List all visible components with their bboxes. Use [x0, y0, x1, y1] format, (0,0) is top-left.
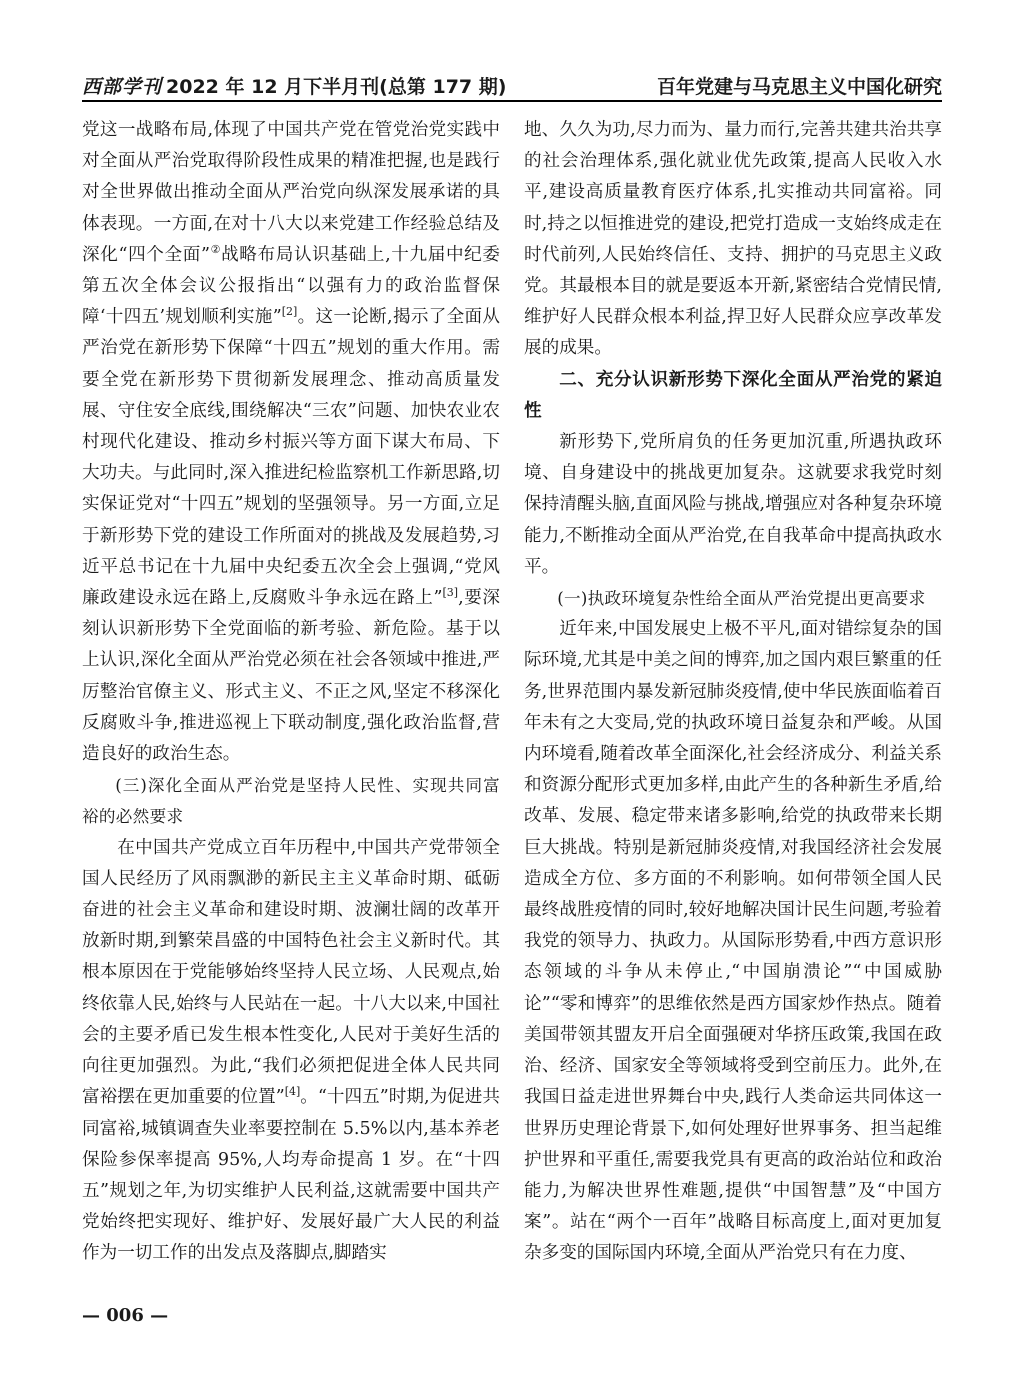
right-column — [524, 115, 942, 1270]
citation-marker: [3] — [442, 586, 459, 600]
column-title: 百年党建与马克思主义中国化研究 — [656, 76, 942, 98]
paragraph: 地、久久为功,尽力而为、量力而行,完善共建共治共享的社会治理体系,强化就业优先政策,提高人民收入水平,建设高质量教育医疗体系,扎实推动共同富裕。同时,持之以恒推进党的建设,把党打造成一支始终成走在时代前列,人民始终信任、支持、拥护的马克思主义政党。其最根本目的就是要返本开新,紧密结合党情民情,维护好人民群众根本利益,捍卫好人民群众应享改革发展的成果。 — [524, 120, 942, 359]
text: 。“十四五”时期,为促进共同富裕,城镇调查失业率要控制在 5.5%以内,基本养老保险参保率提高 95%,人均寿命提高 1 岁。在“十四五”规划之年,为切实维护人民利益,这就需要中国共产党始终把实现好、维护好、发展好最广大人民的利益作为一切工作的出发点及落脚点,脚踏实 — [82, 1087, 500, 1264]
citation-marker: [4] — [284, 1085, 301, 1099]
page-number: — 006 — — [82, 1305, 169, 1326]
text: 战略布局认识基础上,十九届中纪委第五次全体会议公报指出“以强有力的政治监督保障‘十四五’规划顺利实施” — [82, 244, 500, 328]
running-header — [82, 70, 942, 102]
issue-info: 2022 年 12 月下半月刊(总第 177 期) — [166, 76, 507, 98]
citation-marker: [2] — [281, 305, 298, 319]
text: 党这一战略布局,体现了中国共产党在管党治党实践中对全面从严治党取得阶段性成果的精准把握,也是践行对全世界做出推动全面从严治党向纵深发展承诺的具体表现。一方面,在对十八大以来党建工作经验总结及深化“四个全面” — [82, 120, 500, 265]
paragraph — [82, 833, 500, 1270]
paragraph — [82, 115, 500, 770]
text: ,要深刻认识新形势下全党面临的新考验、新危险。基于以上认识,深化全面从严治党必须在社会各领域中推进,严厉整治官僚主义、形式主义、不正之风,坚定不移深化反腐败斗争,推进巡视上下联动制度,强化政治监督,营造良好的政治生态。 — [82, 588, 501, 765]
footnote-marker: ② — [209, 242, 222, 256]
paragraph: 近年来,中国发展史上极不平凡,面对错综复杂的国际环境,尤其是中美之间的博弈,加之国内艰巨繁重的任务,世界范围内暴发新冠肺炎疫情,使中华民族面临着百年未有之大变局,党的执政环境日益复杂和严峻。从国内环境看,随着改革全面深化,社会经济成分、利益关系和资源分配形式更加多样,由此产生的各种新生矛盾,给改革、发展、稳定带来诸多影响,给党的执政带来长期巨大挑战。特别是新冠肺炎疫情,对我国经济社会发展造成全方位、多方面的不利影响。如何带领全国人民最终战胜疫情的同时,较好地解决国计民生问题,考验着我党的领导力、执政力。从国际形势看,中西方意识形态领域的斗争从未停止,“中国崩溃论”“中国威胁论”“零和博弈”的思维依然是西方国家炒作热点。随着美国带领其盟友开启全面强硬对华挤压政策,我国在政治、经济、国家安全等领域将受到空前压力。此外,在我国日益走进世界舞台中央,践行人类命运共同体这一世界历史理论背景下,如何处理好世界事务、担当起维护世界和平重任,需要我党具有更高的政治站位和政治能力,为解决世界性难题,提供“中国智慧”及“中国方案”。站在“两个一百年”战略目标高度上,面对更加复杂多变的国际国内环境,全面从严治党只有在力度、 — [524, 619, 942, 1264]
journal-logo: 西部学刊 — [82, 76, 163, 98]
paragraph: 新形势下,党所肩负的任务更加沉重,所遇执政环境、自身建设中的挑战更加复杂。这就要求我党时刻保持清醒头脑,直面风险与挑战,增强应对各种复杂环境能力,不断推动全面从严治党,在自我革命中提高执政水平。 — [524, 432, 942, 577]
subsection-heading: (一)执政环境复杂性给全面从严治党提出更高要求 — [557, 589, 926, 609]
text: 在中国共产党成立百年历程中,中国共产党带领全国人民经历了风雨飘渺的新民主主义革命时期、砥砺奋进的社会主义革命和建设时期、波澜壮阔的改革开放新时期,到繁荣昌盛的中国特色社会主义新时代。其根本原因在于党能够始终坚持人民立场、人民观点,始终依靠人民,始终与人民站在一起。十八大以来,中国社会的主要矛盾已发生根本性变化,人民对于美好生活的向往更加强烈。为此,“我们必须把促进全体人民共同富裕摆在更加重要的位置” — [82, 837, 500, 1108]
section-heading: 二、充分认识新形势下深化全面从严治党的紧迫性 — [524, 369, 942, 421]
subsection-heading: (三)深化全面从严治党是坚持人民性、实现共同富裕的必然要求 — [82, 776, 500, 827]
header-left — [82, 72, 506, 99]
text: 。这一论断,揭示了全面从严治党在新形势下保障“十四五”规划的重大作用。需要全党在新形势下贯彻新发展理念、推动高质量发展、守住安全底线,围绕解决“三农”问题、加快农业农村现代化建设、推动乡村振兴等方面下谋大布局、下大功夫。与此同时,深入推进纪检监察机工作新思路,切实保证党对“十四五”规划的坚强领导。另一方面,立足于新形势下党的建设工作所面对的挑战及发展趋势,习近平总书记在十九届中央纪委五次全会上强调,“党风廉政建设永远在路上,反腐败斗争永远在路上” — [82, 307, 501, 609]
left-column — [82, 115, 500, 1270]
